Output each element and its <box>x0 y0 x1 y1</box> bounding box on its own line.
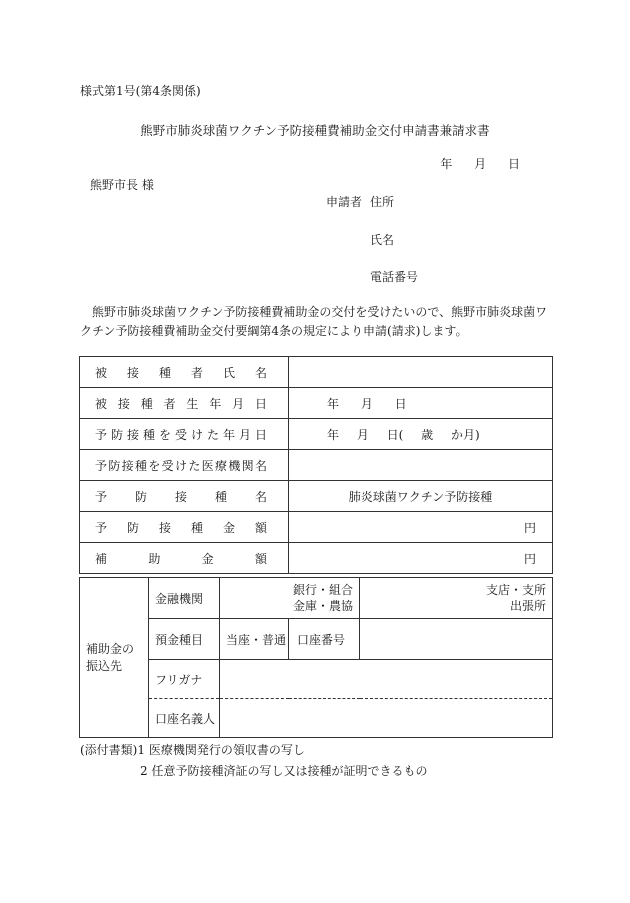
medical-institution-field[interactable] <box>289 450 553 481</box>
attachment-item-2: 2 任意予防接種済証の写し又は接種が証明できるもの <box>140 764 428 778</box>
birthdate-field[interactable]: 年 月 日 <box>289 388 553 419</box>
table-row <box>80 419 553 450</box>
table-row <box>80 357 553 388</box>
row-label: 予防接種を受けた年月日 <box>80 419 289 450</box>
furigana-field[interactable] <box>220 660 553 699</box>
transfer-table <box>79 577 553 738</box>
document-title: 熊野市肺炎球菌ワクチン予防接種費補助金交付申請書兼請求書 <box>140 123 490 138</box>
table-row <box>80 450 553 481</box>
phone-label: 電話番号 <box>370 270 419 284</box>
form-number: 様式第1号(第4条関係) <box>80 84 201 98</box>
account-holder-field[interactable] <box>220 699 553 738</box>
row-label: 被接種者生年月日 <box>80 388 289 419</box>
bank-name-field[interactable]: 銀行・組合 金庫・農協 <box>220 578 360 619</box>
row-label: 予防接種を受けた医療機関名 <box>80 450 289 481</box>
row-label: 予防接種金額 <box>80 512 289 543</box>
table-row <box>80 512 553 543</box>
address-label: 住所 <box>370 195 395 209</box>
row-label: 被接種者氏名 <box>80 357 289 388</box>
recipient-name-field[interactable] <box>289 357 553 388</box>
account-holder-label: 口座名義人 <box>149 699 220 738</box>
bank-label: 金融機関 <box>149 578 220 619</box>
vaccination-date-field[interactable]: 年 月 日( 歳 か月) <box>289 419 553 450</box>
table-row <box>80 699 553 738</box>
table-row <box>80 660 553 699</box>
application-table <box>79 356 553 574</box>
addressee: 熊野市長 様 <box>90 178 154 192</box>
row-label: 補助金額 <box>80 543 289 574</box>
attachment-item-1: (添付書類)1 医療機関発行の領収書の写し <box>80 743 305 757</box>
deposit-type-choice[interactable]: 当座・普通 <box>220 619 289 660</box>
date-line: 年 月 日 <box>440 157 520 171</box>
name-label: 氏名 <box>370 233 395 247</box>
table-row <box>80 388 553 419</box>
row-label: 予防接種名 <box>80 481 289 512</box>
transfer-destination-label: 補助金の振込先 <box>80 578 149 738</box>
table-row <box>80 481 553 512</box>
account-number-field[interactable] <box>360 619 553 660</box>
vaccination-name-value: 肺炎球菌ワクチン予防接種 <box>289 481 553 512</box>
subsidy-amount-field[interactable]: 円 <box>289 543 553 574</box>
application-statement: 熊野市肺炎球菌ワクチン予防接種費補助金の交付を受けたいので、熊野市肺炎球菌ワクチン予防接種費補助金交付要綱第4条の規定により申請(請求)します。 <box>80 305 548 338</box>
table-row <box>80 578 553 619</box>
deposit-type-label: 預金種目 <box>149 619 220 660</box>
table-row <box>80 619 553 660</box>
vaccination-cost-field[interactable]: 円 <box>289 512 553 543</box>
furigana-label: フリガナ <box>149 660 220 699</box>
account-number-label: 口座番号 <box>289 619 360 660</box>
applicant-label: 申請者 <box>326 195 363 209</box>
table-row <box>80 543 553 574</box>
branch-name-field[interactable]: 支店・支所 出張所 <box>360 578 553 619</box>
